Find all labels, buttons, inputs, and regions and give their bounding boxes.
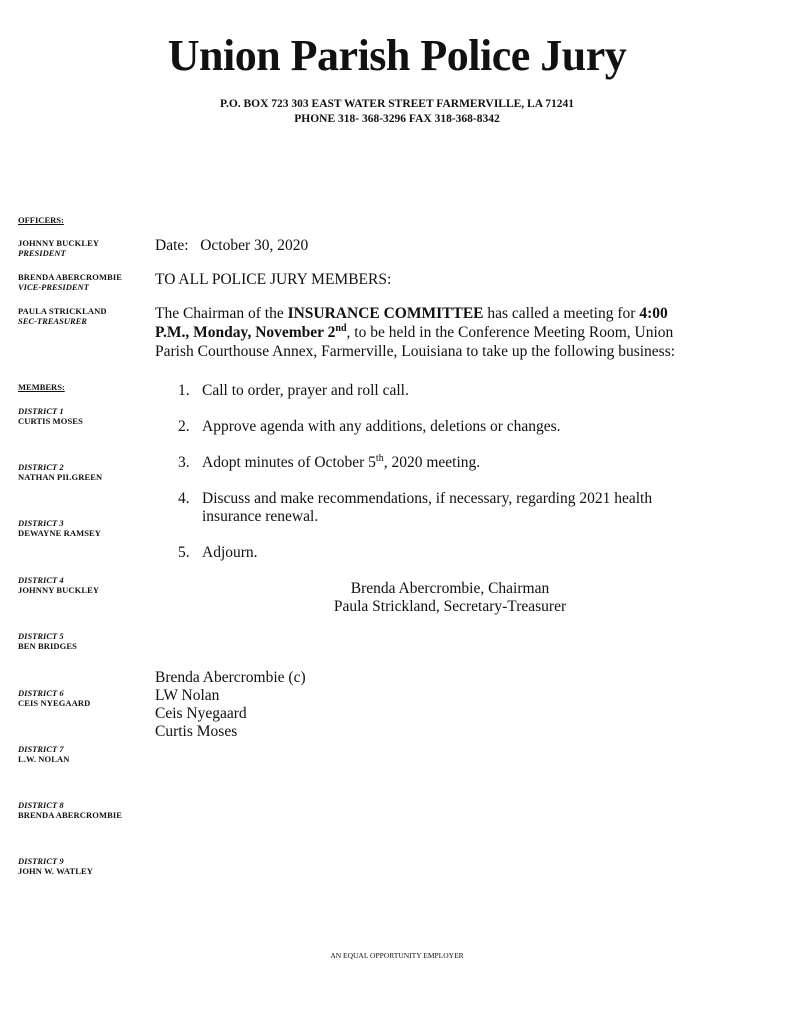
agenda-number: 3. bbox=[178, 454, 190, 471]
agenda-number: 1. bbox=[178, 382, 190, 399]
signature-secretary: Paula Strickland, Secretary-Treasurer bbox=[333, 598, 567, 615]
member-name: DEWAYNE RAMSEY bbox=[18, 528, 102, 538]
committee-member: Curtis Moses bbox=[155, 723, 238, 740]
member-entry bbox=[18, 688, 143, 708]
address-line: P.O. BOX 723 303 EAST WATER STREET FARMERVILLE, LA 71241 bbox=[219, 98, 575, 110]
officer-role: SEC-TREASURER bbox=[18, 316, 87, 326]
member-name: BEN BRIDGES bbox=[18, 641, 77, 651]
member-entry bbox=[18, 406, 143, 426]
member-name: L.W. NOLAN bbox=[18, 754, 70, 764]
date-label: Date: bbox=[155, 237, 189, 254]
committee-member: Ceis Nyegaard bbox=[155, 705, 247, 722]
agenda-item: Discuss and make recommendations, if necessary, regarding 2021 health insurance renewal. bbox=[202, 490, 653, 525]
officer-entry bbox=[18, 238, 143, 258]
officer-role: PRESIDENT bbox=[18, 248, 66, 258]
member-entry bbox=[18, 744, 143, 764]
agenda-number: 4. bbox=[178, 490, 190, 507]
footer-text: AN EQUAL OPPORTUNITY EMPLOYER bbox=[330, 951, 464, 960]
member-district: DISTRICT 5 bbox=[18, 631, 64, 641]
member-district: DISTRICT 8 bbox=[18, 800, 64, 810]
date-line bbox=[155, 236, 308, 255]
member-entry bbox=[18, 575, 143, 595]
member-district: DISTRICT 1 bbox=[18, 406, 64, 416]
member-district: DISTRICT 6 bbox=[18, 688, 64, 698]
agenda-item: Adjourn. bbox=[202, 544, 258, 561]
agenda-item: Adopt minutes of October 5th, 2020 meeting. bbox=[202, 452, 481, 471]
officer-name: PAULA STRICKLAND bbox=[18, 306, 107, 316]
member-entry bbox=[18, 800, 143, 820]
officer-name: JOHNNY BUCKLEY bbox=[18, 238, 100, 248]
committee-member: Brenda Abercrombie (c) bbox=[155, 669, 306, 686]
officer-name: BRENDA ABERCROMBIE bbox=[18, 272, 123, 282]
officer-entry bbox=[18, 306, 143, 326]
member-name: CURTIS MOSES bbox=[18, 416, 83, 426]
agenda-number: 5. bbox=[178, 544, 190, 561]
member-entry bbox=[18, 462, 143, 482]
date-value: October 30, 2020 bbox=[200, 237, 309, 254]
committee-member: LW Nolan bbox=[155, 687, 220, 704]
member-district: DISTRICT 9 bbox=[18, 856, 64, 866]
member-district: DISTRICT 7 bbox=[18, 744, 64, 754]
officers-heading: OFFICERS: bbox=[18, 215, 64, 225]
page-title: Union Parish Police Jury bbox=[167, 31, 627, 80]
member-name: NATHAN PILGREEN bbox=[18, 472, 103, 482]
meeting-time: P.M., Monday, November 2nd bbox=[155, 322, 347, 341]
signature-chairman: Brenda Abercrombie, Chairman bbox=[350, 580, 550, 597]
member-entry bbox=[18, 631, 143, 651]
member-district: DISTRICT 2 bbox=[18, 462, 64, 472]
member-name: JOHNNY BUCKLEY bbox=[18, 585, 100, 595]
salutation: TO ALL POLICE JURY MEMBERS: bbox=[155, 271, 392, 288]
member-district: DISTRICT 4 bbox=[18, 575, 64, 585]
intro-paragraph: The Chairman of the INSURANCE COMMITTEE has called a meeting for 4:00 P.M., Monday, November 2nd, to be held in the Conference Meeting Room, Union Parish Courthouse Annex, Farmerville, Louisiana to take up the following business: bbox=[155, 305, 676, 360]
officer-role: VICE-PRESIDENT bbox=[18, 282, 89, 292]
officer-entry bbox=[18, 272, 143, 292]
phone-line: PHONE 318- 368-3296 FAX 318-368-8342 bbox=[294, 113, 500, 125]
agenda-item: Approve agenda with any additions, deletions or changes. bbox=[202, 418, 561, 435]
member-name: CEIS NYEGAARD bbox=[18, 698, 91, 708]
member-name: BRENDA ABERCROMBIE bbox=[18, 810, 123, 820]
member-entry bbox=[18, 518, 143, 538]
committee-name: INSURANCE COMMITTEE bbox=[287, 305, 484, 322]
member-name: JOHN W. WATLEY bbox=[18, 866, 94, 876]
agenda-item: Call to order, prayer and roll call. bbox=[202, 382, 409, 399]
agenda-number: 2. bbox=[178, 418, 190, 435]
members-heading: MEMBERS: bbox=[18, 382, 65, 392]
member-entry bbox=[18, 856, 143, 876]
member-district: DISTRICT 3 bbox=[18, 518, 64, 528]
